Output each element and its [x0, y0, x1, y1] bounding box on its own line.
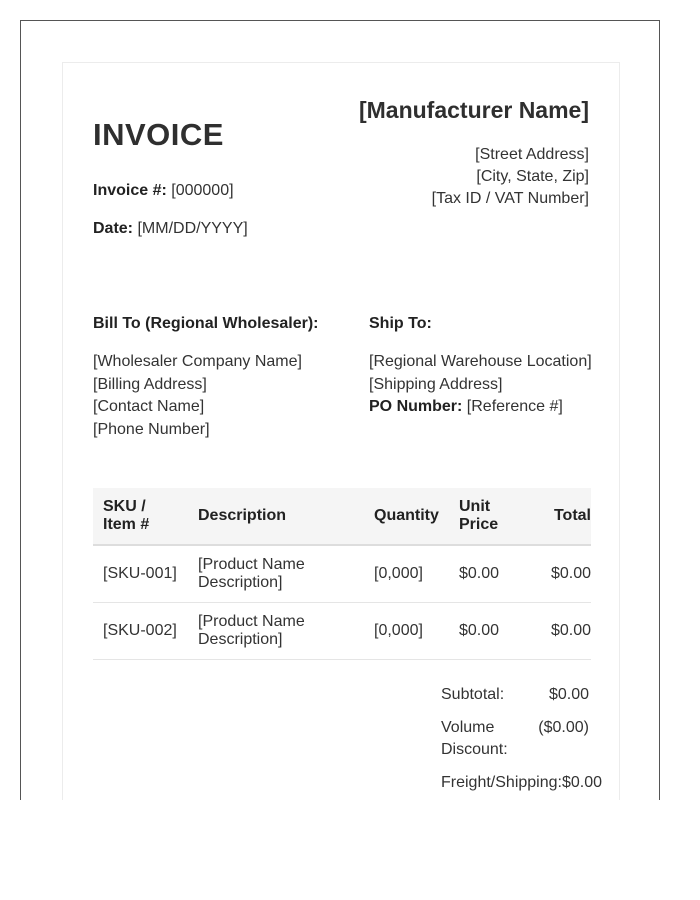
cell-unit-price: $0.00	[449, 545, 531, 603]
bill-to-heading: Bill To (Regional Wholesaler):	[93, 315, 319, 332]
cell-description-line2: Description]	[198, 574, 283, 591]
manufacturer-tax-id: [Tax ID / VAT Number]	[431, 190, 589, 207]
subtotal-label: Subtotal:	[441, 686, 505, 703]
invoice-number-value: [000000]	[171, 182, 234, 199]
column-header-unit-price	[449, 488, 531, 545]
freight-shipping-label: Freight/Shipping:	[441, 774, 562, 791]
po-number-label: PO Number:	[369, 398, 463, 415]
subtotal-value: $0.00	[548, 686, 589, 703]
invoice-date-label: Date:	[93, 220, 134, 237]
table-row	[93, 545, 591, 603]
column-header-sku-line1: SKU /	[103, 498, 146, 515]
bill-to-contact: [Contact Name]	[93, 398, 205, 415]
freight-shipping-value: $0.00	[562, 774, 603, 791]
ship-to-location: [Regional Warehouse Location]	[369, 353, 592, 370]
ship-to-heading: Ship To:	[369, 315, 432, 332]
cell-total: $0.00	[531, 545, 591, 603]
manufacturer-city: [City, State, Zip]	[476, 168, 589, 185]
line-items-table	[93, 488, 591, 660]
manufacturer-address	[432, 144, 589, 210]
bill-to-phone: [Phone Number]	[93, 420, 210, 438]
manufacturer-name: [Manufacturer Name]	[358, 97, 589, 123]
column-header-sku-line2: Item #	[103, 516, 150, 533]
bill-to-company: [Wholesaler Company Name]	[93, 353, 302, 370]
column-header-description: Description	[188, 488, 364, 545]
cell-sku: [SKU-001]	[93, 545, 188, 603]
invoice-title: INVOICE	[93, 117, 224, 152]
cell-total: $0.00	[531, 603, 591, 660]
cell-sku: [SKU-002]	[93, 603, 188, 660]
ship-to-block	[369, 351, 592, 419]
cell-description	[188, 545, 364, 603]
invoice-date-line	[93, 220, 248, 238]
cell-unit-price: $0.00	[449, 603, 531, 660]
invoice-number-label: Invoice #:	[93, 182, 167, 199]
bill-to-block	[93, 351, 302, 441]
cell-description-line1: [Product Name	[198, 556, 305, 573]
column-header-unit-price-line2: Price	[459, 516, 499, 533]
volume-discount-label-line1: Volume	[441, 719, 495, 736]
invoice-page	[62, 62, 620, 800]
ship-to-po-line	[369, 396, 592, 419]
volume-discount-value: ($0.00)	[538, 719, 589, 736]
column-header-sku	[93, 488, 188, 545]
cell-description-line1: [Product Name	[198, 613, 305, 630]
ship-to-address: [Shipping Address]	[369, 375, 503, 393]
po-number-value: [Reference #]	[466, 398, 563, 415]
table-header-row	[93, 488, 591, 545]
column-header-total: Total	[531, 488, 591, 545]
cell-quantity: [0,000]	[364, 545, 449, 603]
cell-quantity: [0,000]	[364, 603, 449, 660]
cell-description-line2: Description]	[198, 631, 283, 648]
manufacturer-street: [Street Address]	[475, 146, 589, 163]
column-header-unit-price-line1: Unit	[459, 498, 491, 515]
volume-discount-label-line2: Discount:	[441, 741, 508, 758]
cell-description	[188, 603, 364, 660]
document-frame	[20, 20, 660, 800]
bill-to-address: [Billing Address]	[93, 375, 207, 393]
table-row	[93, 603, 591, 660]
invoice-number-line	[93, 182, 234, 200]
invoice-date-value: [MM/DD/YYYY]	[137, 220, 248, 237]
column-header-quantity: Quantity	[364, 488, 449, 545]
volume-discount-label	[441, 717, 508, 761]
